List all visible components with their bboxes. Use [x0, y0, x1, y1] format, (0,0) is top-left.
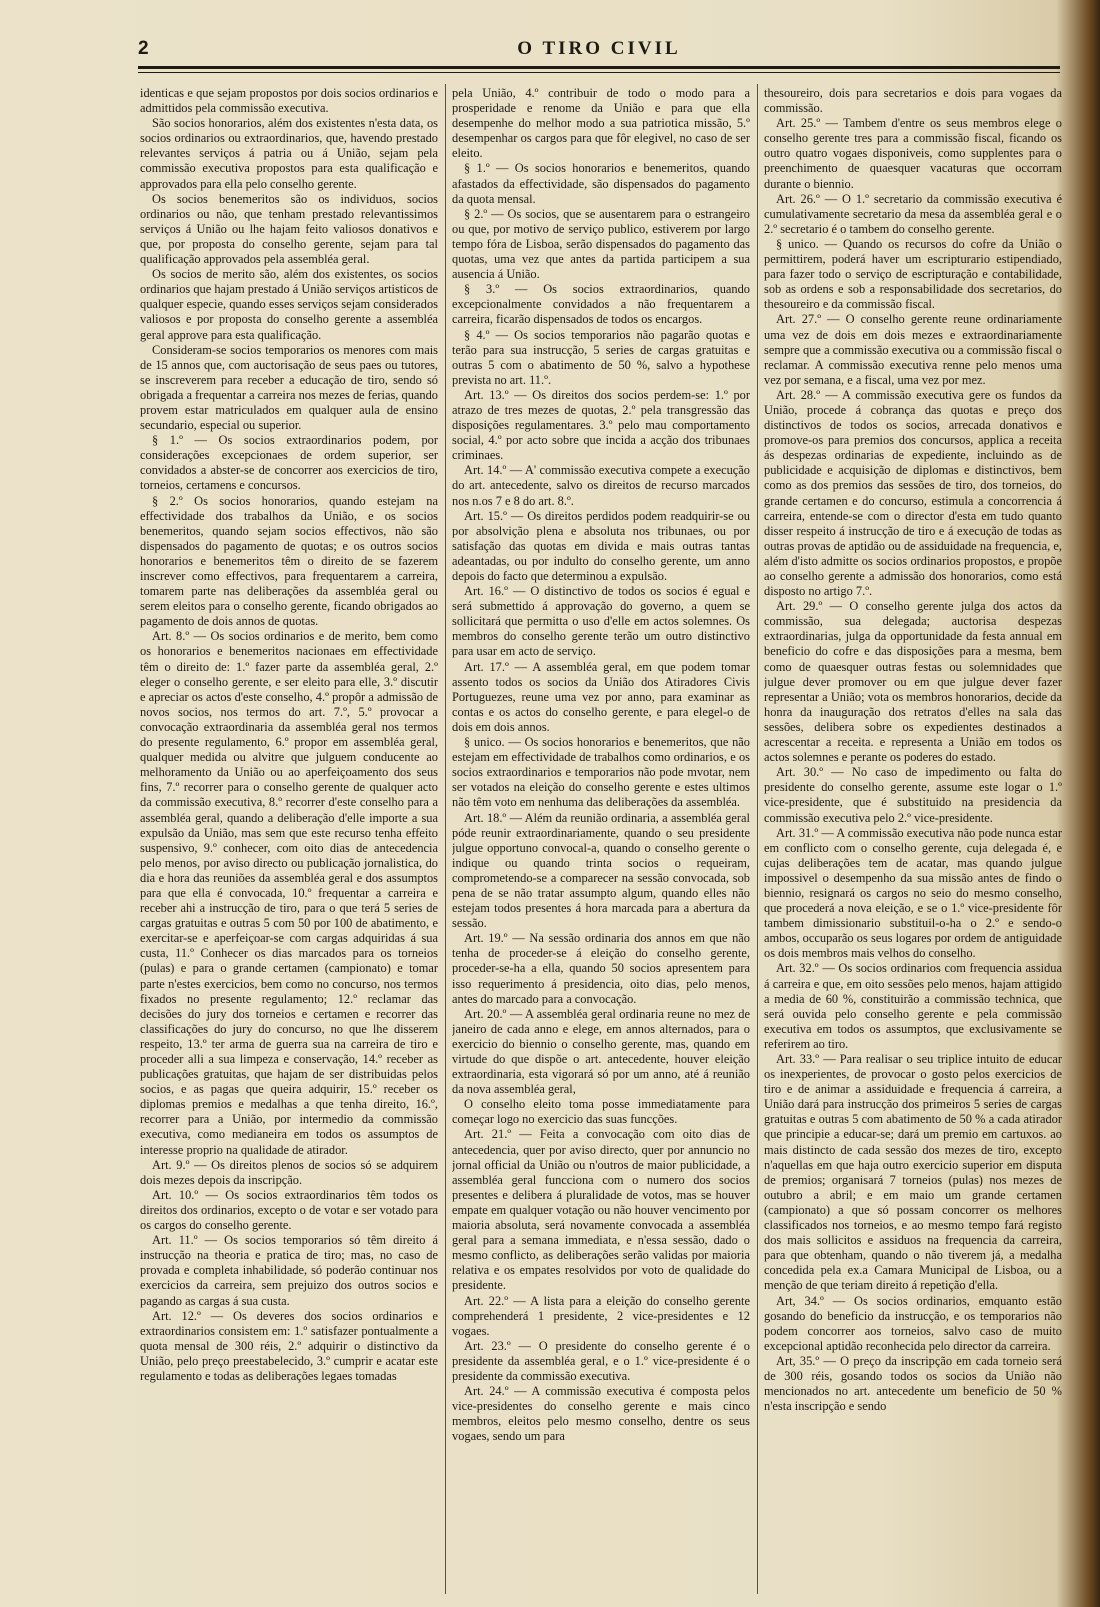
paragraph: Art. 10.º — Os socios extraordinarios têm todos os direitos dos ordinarios, excepto o de votar e ser votado para os cargos do conselho gerente. — [140, 1187, 438, 1233]
paragraph: § unico. — Os socios honorarios e benemeritos, que não estejam em effectividade de trabalhos como ordinarios, e os socios extraordinarios e temporarios não pode mvotar, nem ser votados na eleição do conselho gerente e estes ultimos não têm voto em nenhuma das deliberações da assembléa. — [452, 735, 750, 810]
paragraph: Art. 27.º — O conselho gerente reune ordinariamente uma vez de dois em dois mezes e extraordinariamente sempre que a commissão executiva ou a commissão fiscal o reclamar. A commissão executiva renne pelo menos uma vez por semana, e a fiscal, uma vez por mez. — [764, 312, 1062, 387]
paragraph: Art. 15.º — Os direitos perdidos podem readquirir-se ou por absolvição plena e absoluta nos tribunaes, ou por satisfação das quotas em divida e mais outras tantas adeantadas, ou por indulto do conselho gerente, um anno depois do facto que determinou a expulsão. — [452, 508, 750, 583]
paragraph: § 1.º — Os socios honorarios e benemeritos, quando afastados da effectividade, são dispensados do pagamento da quota mensal. — [452, 161, 750, 206]
paragraph: § 2.º — Os socios, que se ausentarem para o estrangeiro ou que, por motivo de serviço publico, estiverem por largo tempo fóra de Lisboa, serão dispensados do pagamento das quotas, uma vez que antes da partida participem a sua ausencia á União. — [452, 206, 750, 282]
paragraph: Art. 33.º — Para realisar o seu triplice intuito de educar os inexperientes, de provocar o gosto pelos exercicios de tiro e de animar a assiduidade e frequencia á carreira, a União dará para instrucção dos primeiros 5 series de cargas gratuitas e outras 5 com abatimento de 50 % a cada atirador que principie a educar-se; dará um premio em cartuxos. ao mais distincto de cada sessão dos mezes de tiro, excepto n'aquellas em que haja outro exercicio superior em disputa de premios; organisará 7 torneios (pulas) nos mezes de outubro a abril; e em maio um grande certamen (campionato) a que só possam concorrer os melhores classificados nos torneios, e ao mesmo tempo fará registo dos mais sollicitos e assiduos na frequencia da carreira, para que obtenham, quando o não tiverem já, a medalha concedida pela ex.a Camara Municipal de Lisboa, ou a menção de que teriam direito á repetição d'ella. — [764, 1052, 1062, 1293]
paragraph: Art. 28.º — A commissão executiva gere os fundos da União, procede á cobrança das quotas e preço dos distinctivos de todos os socios, arrecada donativos e promove-os para premios dos concursos, applica a receita ás despezas ordinarias de expediente, incluindo as de publicidade e acquisição de diplomas e distinctivos, bem como as dos premios das sessões de tiro, dos torneios, do grande certamen e do concurso, estimula a concorrencia á carreira, entende-se com o director d'esta em tudo quanto disser respeito á instrucção de tiro e á execução de todas as outras provas de aptidão ou de assiduidade na frequencia, e, além d'isto admitte os socios ordinarios propostos, e propõe ao conselho gerente a admissão dos honorarios, como está disposto no artigo 7.º. — [764, 387, 1062, 599]
paragraph: thesoureiro, dois para secretarios e dois para vogaes da commissão. — [764, 86, 1062, 116]
paragraph: O conselho eleito toma posse immediatamente para começar logo no exercicio das suas funcções. — [452, 1097, 750, 1127]
paragraph: Art. 24.º — A commissão executiva é composta pelos vice-presidentes do conselho gerente e mais cinco membros, eleitos pelo mesmo conselho, dentre os seus vogaes, sendo um para — [452, 1384, 750, 1444]
paragraph: Art. 12.º — Os deveres dos socios ordinarios e extraordinarios consistem em: 1.º satisfazer pontualmente a quota mensal de 300 réis, 2.º adquirir o distinctivo da União, pelo preço preestabelecido, 3.º cumprir e acatar este regulamento e todas as deliberações legaes tomadas — [140, 1308, 438, 1383]
page-number: 2 — [138, 38, 149, 59]
journal-title: O TIRO CIVIL — [517, 38, 681, 59]
paragraph: Art. 19.º — Na sessão ordinaria dos annos em que não tenha de proceder-se á eleição do conselho gerente, proceder-se-ha a ella, quando 50 socios apresentem para isso requerimento á presidencia, oito dias, pelo menos, antes do marcado para a convocação. — [452, 931, 750, 1006]
paragraph: Art. 14.º — A' commissão executiva compete a execução do art. antecedente, salvo os direitos de recurso marcados nos n.os 7 e 8 do art. 8.º. — [452, 463, 750, 508]
paragraph: Art. 26.º — O 1.º secretario da commissão executiva é cumulativamente secretario da mesa da assembléa geral e o 2.º secretario é o tambem do conselho gerente. — [764, 191, 1062, 236]
paragraph: Art. 20.º — A assembléa geral ordinaria reune no mez de janeiro de cada anno e elege, em annos alternados, para o exercicio do biennio o conselho gerente, mas, quando em virtude do que dispõe o art. antecedente, houver eleição extraordinaria, esta vigorará só por um anno, até á reunião da nova assembléa geral, — [452, 1006, 750, 1097]
paragraph: Art. 22.º — A lista para a eleição do conselho gerente comprehenderá 1 presidente, 2 vice-presidentes e 12 vogaes. — [452, 1293, 750, 1338]
paragraph: § 1.º — Os socios extraordinarios podem, por considerações excepcionaes de ordem superior, ser convidados a abster-se de concorrer aos exercicios de tiro, torneios, certamens e concursos. — [140, 433, 438, 493]
paragraph: Art. 23.º — O presidente do conselho gerente é o presidente da assembléa geral, e o 1.º vice-presidente é o presidente da commissão executiva. — [452, 1338, 750, 1383]
paragraph: Art, 34.º — Os socios ordinarios, emquanto estão gosando do beneficio da instrucção, e os temporarios não podem concorrer aos torneios, salvo caso de muito excepcional aptidão reconhecida pelo director da carreira. — [764, 1293, 1062, 1353]
paragraph: Art. 17.º — A assembléa geral, em que podem tomar assento todos os socios da União dos Atiradores Civis Portuguezes, reune uma vez por anno, para examinar as contas e os actos do conselho gerente, e para elegel-o de dois em dois annos. — [452, 659, 750, 734]
paragraph: Art. 18.º — Além da reunião ordinaria, a assembléa geral póde reunir extraordinariamente, quando o seu presidente julgue opportuno convocal-a, quando o conselho gerente o indique ou quando trinta socios o requeiram, comprometendo-se a comparecer na sessão convocada, sob pena de se não tratar assumpto algum, quando elles não estejam todos presentes á hora marcada para a abertura da sessão. — [452, 810, 750, 931]
paragraph: § 3.º — Os socios extraordinarios, quando excepcionalmente convidados a não frequentarem a carreira, ficarão dispensados de todos os encargos. — [452, 282, 750, 327]
header-rule-thick — [138, 66, 1060, 69]
header-rule-thin — [138, 72, 1060, 73]
paragraph: Art. 9.º — Os direitos plenos de socios só se adquirem dois mezes depois da inscripção. — [140, 1157, 438, 1187]
column-divider — [757, 84, 758, 1594]
text-column-1 — [140, 86, 438, 1594]
paragraph: § 4.º — Os socios temporarios não pagarão quotas e terão para sua instrucção, 5 series de cargas gratuitas e outras 5 com o abatimento de 50 %, salvo a hypothese prevista no art. 11.º. — [452, 327, 750, 387]
column-divider — [445, 84, 446, 1594]
paragraph: Art. 32.º — Os socios ordinarios com frequencia assidua á carreira e que, em oito sessões pelo menos, hajam attigido a media de 60 %, constituirão a commissão technica, que será ouvida pelo conselho gerente e pela commissão executiva em todos os assumptos, que exclusivamente se referirem ao tiro. — [764, 961, 1062, 1051]
paragraph: Art. 16.º — O distinctivo de todos os socios é egual e será submettido á approvação do governo, a quem se sollicitará que permitta o uso d'elle em actos solemnes. Os membros do conselho gerente terão um outro distinctivo para usar em acto de serviço. — [452, 584, 750, 659]
paragraph: identicas e que sejam propostos por dois socios ordinarios e admittidos pela commissão executiva. — [140, 86, 438, 116]
paragraph: Art. 21.º — Feita a convocação com oito dias de antecedencia, quer por aviso directo, quer por annuncio no jornal official da União ou n'outros de maior publicidade, a assembléa geral funcciona com o numero dos socios presentes e delibera á pluralidade de votos, mas se houver empate em qualquer votação ou não houver vencimento por maioria absoluta, será novamente convocada a assembléa geral para a semana immediata, e n'essa sessão, dado o mesmo conflicto, as deliberações serão validas por maioria relativa e os empates resolvidos por voto de qualidade do presidente. — [452, 1127, 750, 1293]
text-column-2 — [452, 86, 750, 1594]
paragraph: Art. 13.º — Os direitos dos socios perdem-se: 1.º por atrazo de tres mezes de quotas, 2.º pela transgressão das disposições regulamentares. 3.º pelo mau comportamento social, 4.º por acto sobre que incida a acção dos tribunaes criminaes. — [452, 387, 750, 463]
paragraph: Art. 8.º — Os socios ordinarios e de merito, bem como os honorarios e benemeritos nacionaes em effectividade têm o direito de: 1.º fazer parte da assembléa geral, 2.º eleger o conselho gerente, e ser eleito para elle, 3.º discutir e apreciar os actos d'este conselho, 4.º propôr a admissão de novos socios, nos termos do art. 7.º, 5.º provocar a convocação extraordinaria da assembléa geral nos termos do presente regulamento, 6.º propor em assembléa geral, qualquer medida ou alvitre que julguem conducente ao melhoramento da União ou ao aperfeiçoamento dos seus fins, 7.º recorrer para o conselho gerente de qualquer acto da commissão executiva, 8.º recorrer d'este conselho para a assembléa geral, quando a deliberação d'elle importe a sua expulsão da União, mas sem que este recurso tenha effeito suspensivo, 9.º conhecer, com oito dias de antecedencia pelo menos, por aviso directo ou publicação jornalistica, do dia e hora das reuniões da assembléa geral e dos assumptos para que ella é convocada, 10.º frequentar a carreira e receber ahi a instrucção de tiro, para o que terá 5 series de cargas gratuitas e outras 5 com 50 por 100 de abatimento, e exercitar-se e aperfeiçoar-se com cargas adquiridas á sua custa, 11.º Conhecer os dias marcados para os torneios (pulas) e para o grande certamen (campionato) e tomar parte n'estes exercicios, bem como no concurso, nos termos fixados no presente regulamento; 12.º reclamar das decisões do jury dos torneios e certamen e recorrer das classificações do jury do concurso, no que lhe disserem respeito, 13.º ter arma de guerra sua na carreira de tiro e proceder alli a sua limpeza e conservação, 14.º receber as publicações gratuitas, que hajam de ser distribuidas pelos socios, e as pagas que queira adquirir, 15.º receber os diplomas premios e medalhas a que tenha direito, 16.º, recorrer para a União, por intermedio da commissão executiva, como medianeira em todos os assumptos de interesse proprio na qualidade de atirador. — [140, 629, 438, 1157]
paragraph: Os socios benemeritos são os individuos, socios ordinarios ou não, que tenham prestado relevantissimos serviços á União ou lhe hajam feito valiosos donativos e que, por proposta do conselho gerente, sejam para tal qualificação approvados pela assembléa geral. — [140, 191, 438, 267]
paragraph: Art. 29.º — O conselho gerente julga dos actos da commissão, sua delegada; auctorisa despezas extraordinarias, julga da opportunidade da festa annual em beneficio do cofre e das disposições para a mesma, bem como de quaesquer outras festas ou solemnidades que julgue dever promover ou em que julgue dever fazer representar a União; vota os membros honorarios, decide da honra da inauguração dos retratos d'elles na sala das sessões, delibera sobre os expedientes destinados a acrescentar a receita. e representa a União em todos os actos solemnes e perante os poderes do estado. — [764, 599, 1062, 765]
paragraph: Art. 25.º — Tambem d'entre os seus membros elege o conselho gerente tres para a commissão fiscal, ficando os outro quatro vogaes disponiveis, como supplentes para o preenchimento de quaesquer vacaturas que occorram durante o biennio. — [764, 116, 1062, 191]
paragraph: pela União, 4.º contribuir de todo o modo para a prosperidade e renome da União e para que ella desempenhe do melhor modo a sua patriotica missão, 5.º desempenhar os cargos para que fôr elegivel, no caso de ser eleito. — [452, 86, 750, 161]
text-column-3 — [764, 86, 1062, 1594]
paragraph: Consideram-se socios temporarios os menores com mais de 15 annos que, com auctorisação de seus paes ou tutores, se inscreverem para receber a educação de tiro, sendo só obrigada a frequentar a carreira nos mezes de ferias, quando provem estar matriculados em qualquer aula de ensino secundario, especial ou superior. — [140, 342, 438, 433]
paragraph: § unico. — Quando os recursos do cofre da União o permittirem, poderá haver um escripturario estipendiado, para fazer todo o serviço de escripturação e contabilidade, sob as ordens e sob a responsabilidade dos secretarios, do thesoureiro e da commissão fiscal. — [764, 236, 1062, 312]
paragraph: Art. 11.º — Os socios temporarios só têm direito á instrucção na theoria e pratica de tiro; mas, no caso de provada e completa inhabilidade, só poderão continuar nos exercicios da carreira, sem prejuizo dos outros socios e pagando as cargas á sua custa. — [140, 1233, 438, 1308]
paragraph: Os socios de merito são, além dos existentes, os socios ordinarios que hajam prestado á União serviços artisticos de qualquer especie, quando esses serviços sejam considerados valiosos e por proposta do conselho gerente a assembléa geral approve para esta qualificação. — [140, 267, 438, 342]
paragraph: Art. 30.º — No caso de impedimento ou falta do presidente do conselho gerente, assume este logar o 1.º vice-presidente, que é substituido na presidencia da commissão executiva pelo 2.º vice-presidente. — [764, 765, 1062, 825]
paragraph: § 2.º Os socios honorarios, quando estejam na effectividade dos trabalhos da União, e os socios benemeritos, quando sejam socios effectivos, não são dispensados do pagamento de quotas; e os outros socios honorarios e benemeritos têm o direito de se fazerem inscrever como effectivos, para frequentarem a carreira, tomarem parte nas deliberações da assembléa geral ou serem eleitos para o conselho gerente, ficando obrigados ao pagamento de dois annos de quotas. — [140, 493, 438, 629]
paragraph: Art, 35.º — O preço da inscripção em cada torneio será de 300 réis, gosando todos os socios da União não mencionados no art. antecedente um beneficio de 50 % n'esta inscripção e sendo — [764, 1353, 1062, 1414]
paragraph: São socios honorarios, além dos existentes n'esta data, os socios ordinarios ou extraordinarios, que, havendo prestado relevantes serviços á patria ou á União, sejam pela commissão executiva propostos para esta qualificação e approvados para ella pelo conselho gerente. — [140, 116, 438, 191]
paragraph: Art. 31.º — A commissão executiva não pode nunca estar em conflicto com o conselho gerente, cuja delegada é, e cujas deliberações tem de acatar, mas quando julgue impossivel o desempenho da sua missão antes de findo o biennio, resignará os cargos no seio do mesmo conselho, que procederá a nova eleição, e se o 1.º vice-presidente fôr tambem dimissionario substituil-o-ha o 2.º e sendo-o ambos, occuparão os seus logares por ordem de antiguidade os dois membros mais velhos do conselho. — [764, 825, 1062, 961]
